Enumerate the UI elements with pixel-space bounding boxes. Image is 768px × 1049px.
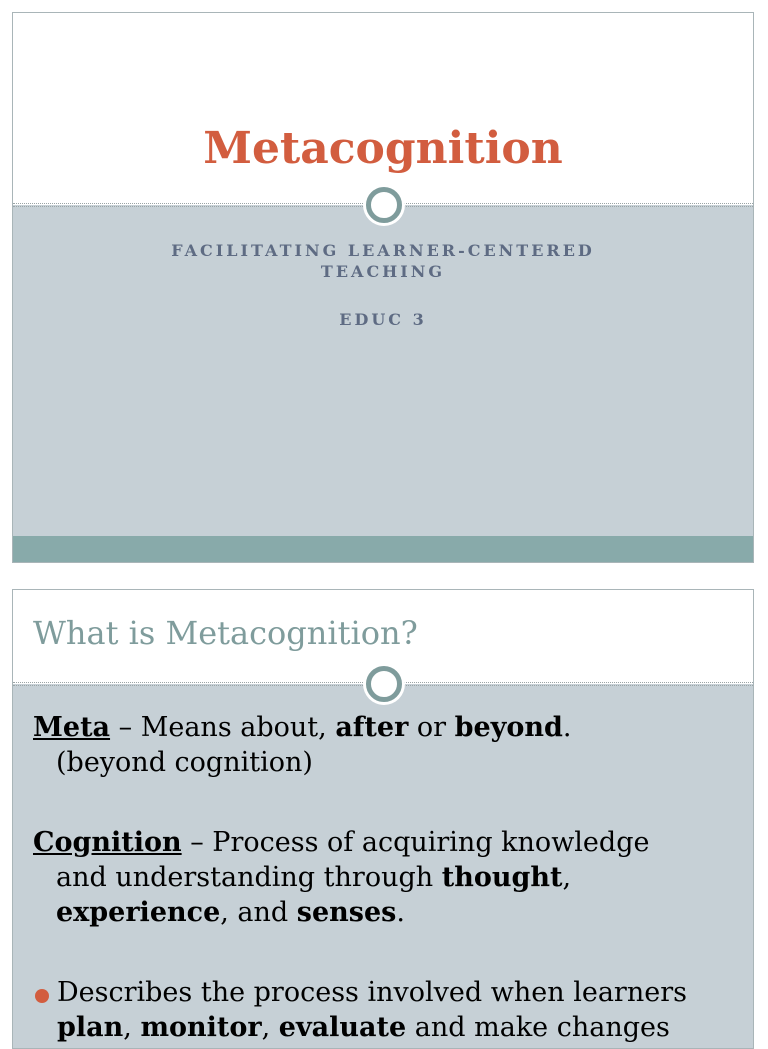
title-slide	[12, 12, 754, 563]
text: and make changes	[406, 1012, 670, 1043]
emphasis: beyond	[454, 712, 563, 743]
bullet-item	[33, 975, 743, 1045]
slide-body	[33, 710, 743, 1045]
text: Describes the process involved when learners	[57, 977, 687, 1008]
emphasis: monitor	[140, 1012, 262, 1043]
title-band	[13, 13, 753, 205]
text: , and	[220, 897, 297, 928]
definition-cognition	[33, 825, 743, 930]
course-code: EDUC 3	[339, 310, 427, 329]
text: ,	[123, 1012, 141, 1043]
emphasis: experience	[56, 897, 221, 928]
definition-meta	[33, 710, 743, 780]
emphasis: evaluate	[278, 1012, 407, 1043]
text: .	[396, 897, 405, 928]
term-cognition: Cognition	[33, 827, 182, 858]
emphasis: after	[335, 712, 409, 743]
slide-title: What is Metacognition?	[33, 614, 418, 652]
circle-ornament-icon	[366, 187, 402, 223]
circle-ornament-icon	[366, 666, 402, 702]
term-meta: Meta	[33, 712, 111, 743]
continuation-line: (beyond cognition)	[56, 747, 313, 778]
text: ,	[261, 1012, 279, 1043]
bullet-dot-icon	[35, 989, 49, 1003]
text: ,	[562, 862, 572, 893]
emphasis: senses	[296, 897, 397, 928]
text: and understanding through	[56, 862, 442, 893]
content-slide	[12, 589, 754, 1049]
text: .	[562, 712, 572, 743]
emphasis: plan	[57, 1012, 124, 1043]
text: – Means about,	[110, 712, 336, 743]
subtitle-line: FACILITATING LEARNER-CENTERED	[171, 241, 595, 260]
continuation-line	[33, 860, 743, 930]
emphasis: thought	[441, 862, 563, 893]
text: – Process of acquiring knowledge	[181, 827, 650, 858]
slide-title: Metacognition	[203, 123, 563, 174]
subtitle-line: TEACHING	[320, 262, 446, 281]
text: or	[408, 712, 455, 743]
bottom-accent-bar	[13, 536, 753, 562]
